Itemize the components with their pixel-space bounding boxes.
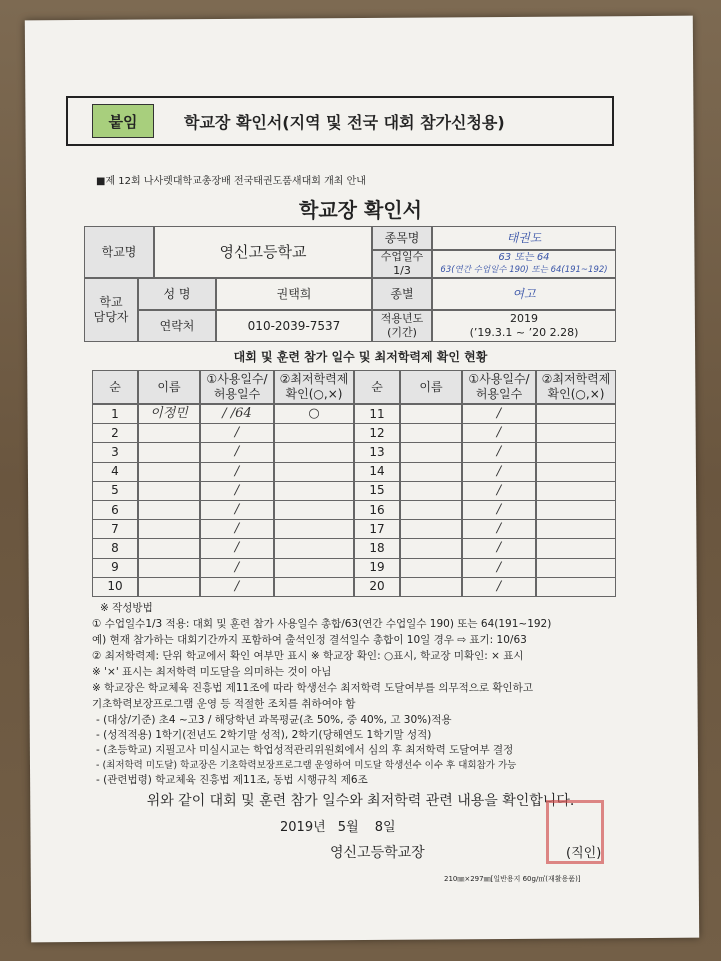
row-number: 12 xyxy=(354,423,400,443)
row-number: 5 xyxy=(92,481,138,501)
header-academic-line1: ②최저학력제 xyxy=(541,372,611,386)
days-label-line2: 1/3 xyxy=(393,264,411,277)
row-academic-check xyxy=(536,423,616,443)
header-title: 학교장 확인서(지역 및 전국 대회 참가신청용) xyxy=(184,113,505,132)
row-number: 7 xyxy=(92,519,138,539)
row-student-name xyxy=(400,538,462,558)
row-student-name xyxy=(400,577,462,597)
row-number: 10 xyxy=(92,577,138,597)
row-student-name xyxy=(138,577,200,597)
row-academic-check xyxy=(536,404,616,424)
instruction-line: - (대상/기준) 초4 ~고3 / 해당학년 과목평균(초 50%, 중 40%, 고 30%)적용 xyxy=(96,714,452,726)
row-academic-check xyxy=(274,519,354,539)
row-number: 4 xyxy=(92,462,138,482)
header-no-right: 순 xyxy=(354,370,400,404)
row-academic-check xyxy=(274,558,354,578)
instruction-line: - (최저학력 미도달) 학교장은 기초학력보장프로그램 운영하여 미도달 학생선수 이수 후 대회참가 가능 xyxy=(96,760,517,771)
days-value-line1: 63 또는 64 xyxy=(498,252,550,264)
row-number: 3 xyxy=(92,442,138,462)
days-label xyxy=(372,250,432,278)
row-academic-check xyxy=(536,462,616,482)
instruction-line: ※ 학교장은 학교체육 진흥법 제11조에 따라 학생선수 최저학력 도달여부를 의무적으로 확인하고 xyxy=(92,682,533,694)
row-student-name xyxy=(138,481,200,501)
row-student-name xyxy=(138,442,200,462)
paper-spec: 210㎜×297㎜[일반용지 60g/㎡(재활용품)] xyxy=(444,875,581,883)
seal-label: (직인) xyxy=(566,846,602,861)
header-days-right xyxy=(462,370,536,404)
header-academic-line2: 확인(○,×) xyxy=(547,387,605,401)
instruction-line: ② 최저학력제: 단위 학교에서 확인 여부만 표시 ※ 학교장 확인: ○표시, 학교장 미확인: × 표시 xyxy=(92,650,524,662)
date-month: 5월 xyxy=(337,820,359,835)
header-academic-line2: 확인(○,×) xyxy=(285,387,343,401)
row-days-used: / xyxy=(462,442,536,462)
competition-notice: ■제 12회 나사렛대학교총장배 전국태권도품새대회 개최 안내 xyxy=(96,176,366,187)
instruction-line: - (관련법령) 학교체육 진흥법 제11조, 동법 시행규칙 제6조 xyxy=(96,774,368,786)
header-days-line2: 허용일수 xyxy=(475,387,523,401)
date-day: 8일 xyxy=(374,820,396,835)
row-days-used: / xyxy=(200,423,274,443)
row-student-name xyxy=(138,558,200,578)
manager-name: 권택희 xyxy=(216,278,372,310)
row-academic-check xyxy=(536,558,616,578)
header-academic-left xyxy=(274,370,354,404)
event-label: 종목명 xyxy=(372,226,432,250)
header-academic-line1: ②최저학력제 xyxy=(279,372,349,386)
row-number: 11 xyxy=(354,404,400,424)
row-number: 14 xyxy=(354,462,400,482)
year-label-line1: 적용년도 xyxy=(380,312,424,326)
category-label: 종별 xyxy=(372,278,432,310)
row-academic-check xyxy=(274,423,354,443)
year-value-line2: (’19.3.1 ~ ’20 2.28) xyxy=(469,326,579,339)
row-academic-check xyxy=(274,462,354,482)
row-student-name xyxy=(138,462,200,482)
contact-value: 010-2039-7537 xyxy=(216,310,372,342)
row-academic-check xyxy=(536,481,616,501)
row-student-name xyxy=(400,558,462,578)
row-days-used: / xyxy=(462,558,536,578)
instructions-heading: ※ 작성방법 xyxy=(100,602,153,614)
header-days-left xyxy=(200,370,274,404)
header-days-line1: ①사용일수/ xyxy=(468,372,530,386)
document-title: 학교장 확인서 xyxy=(299,198,422,222)
section-title: 대회 및 훈련 참가 일수 및 최저학력제 확인 현황 xyxy=(233,350,488,364)
days-label-line1: 수업일수 xyxy=(380,250,424,264)
school-name: 영신고등학교 xyxy=(154,226,372,278)
row-number: 20 xyxy=(354,577,400,597)
school-label: 학교명 xyxy=(84,226,154,278)
row-academic-check xyxy=(536,500,616,520)
row-days-used: / xyxy=(200,462,274,482)
row-number: 15 xyxy=(354,481,400,501)
instruction-line: - (초등학교) 지필고사 미실시교는 학업성적관리위원회에서 심의 후 최저학력 도달여부 결정 xyxy=(96,744,514,756)
instruction-line: 예) 현재 참가하는 대회기간까지 포함하여 출석인정 결석일수 총합이 10일 경우 ⇨ 표기: 10/63 xyxy=(92,634,527,646)
row-student-name xyxy=(400,423,462,443)
row-student-name xyxy=(138,423,200,443)
row-number: 9 xyxy=(92,558,138,578)
header-days-line1: ①사용일수/ xyxy=(206,372,268,386)
row-number: 13 xyxy=(354,442,400,462)
row-days-used: / xyxy=(200,577,274,597)
instruction-line: ① 수업일수1/3 적용: 대회 및 훈련 참가 사용일수 총합/63(연간 수업일수 190) 또는 64(191~192) xyxy=(92,618,552,630)
row-days-used: / xyxy=(200,500,274,520)
year-label xyxy=(372,310,432,342)
row-student-name xyxy=(138,519,200,539)
manager-label-line1: 학교 xyxy=(99,295,123,309)
row-student-name xyxy=(400,404,462,424)
year-value-line1: 2019 xyxy=(510,312,538,326)
header-no-left: 순 xyxy=(92,370,138,404)
row-number: 18 xyxy=(354,538,400,558)
row-student-name xyxy=(400,442,462,462)
row-number: 16 xyxy=(354,500,400,520)
header-academic-right xyxy=(536,370,616,404)
attachment-tag: 붙임 xyxy=(92,104,154,138)
row-student-name xyxy=(138,500,200,520)
row-days-used: / xyxy=(462,423,536,443)
row-number: 8 xyxy=(92,538,138,558)
row-days-used: / xyxy=(462,462,536,482)
event-value: 태권도 xyxy=(432,226,616,250)
row-days-used: / xyxy=(200,538,274,558)
row-student-name xyxy=(400,481,462,501)
row-academic-check xyxy=(274,577,354,597)
row-student-name: 이정민 xyxy=(138,404,200,424)
instruction-line: 기초학력보장프로그램 운영 등 적절한 조치를 취하여야 함 xyxy=(92,698,356,710)
instruction-line: ※ '×' 표시는 최저학력 미도달을 의미하는 것이 아님 xyxy=(92,666,332,678)
row-days-used: / xyxy=(200,442,274,462)
row-academic-check xyxy=(536,442,616,462)
row-days-used: / xyxy=(462,404,536,424)
manager-label xyxy=(84,278,138,342)
row-number: 19 xyxy=(354,558,400,578)
row-academic-check xyxy=(536,519,616,539)
contact-label: 연락처 xyxy=(138,310,216,342)
days-value xyxy=(432,250,616,278)
row-academic-check xyxy=(274,500,354,520)
row-academic-check: ○ xyxy=(274,404,354,424)
name-label: 성 명 xyxy=(138,278,216,310)
header-name-right: 이름 xyxy=(400,370,462,404)
row-academic-check xyxy=(274,538,354,558)
row-days-used: / xyxy=(462,577,536,597)
row-student-name xyxy=(138,538,200,558)
row-number: 6 xyxy=(92,500,138,520)
date-year: 2019년 xyxy=(280,820,326,835)
row-academic-check xyxy=(536,538,616,558)
row-days-used: / xyxy=(200,558,274,578)
confirmation-date xyxy=(280,816,396,835)
row-number: 1 xyxy=(92,404,138,424)
header-name-left: 이름 xyxy=(138,370,200,404)
row-academic-check xyxy=(274,481,354,501)
row-days-used: / xyxy=(462,481,536,501)
days-value-line2: 63(연간 수업일수 190) 또는 64(191~192) xyxy=(440,264,608,275)
row-days-used: / xyxy=(462,519,536,539)
instruction-line: - (성적적용) 1학기(전년도 2학기말 성적), 2학기(당해연도 1학기말 성적) xyxy=(96,729,432,741)
row-academic-check xyxy=(536,577,616,597)
row-student-name xyxy=(400,462,462,482)
year-label-line2: (기간) xyxy=(387,326,417,339)
principal-title: 영신고등학교장 xyxy=(330,845,425,861)
category-value: 여고 xyxy=(432,278,616,310)
row-academic-check xyxy=(274,442,354,462)
row-student-name xyxy=(400,500,462,520)
header-days-line2: 허용일수 xyxy=(213,387,261,401)
row-days-used: / xyxy=(200,519,274,539)
attachment-header xyxy=(66,96,614,146)
row-days-used: / xyxy=(462,500,536,520)
row-days-used: / xyxy=(200,481,274,501)
row-days-used: / xyxy=(462,538,536,558)
row-days-used: / /64 xyxy=(200,404,274,424)
year-value xyxy=(432,310,616,342)
row-student-name xyxy=(400,519,462,539)
row-number: 17 xyxy=(354,519,400,539)
confirmation-statement: 위와 같이 대회 및 훈련 참가 일수와 최저학력 관련 내용을 확인합니다. xyxy=(146,793,575,809)
manager-label-line2: 담당자 xyxy=(93,310,129,324)
row-number: 2 xyxy=(92,423,138,443)
